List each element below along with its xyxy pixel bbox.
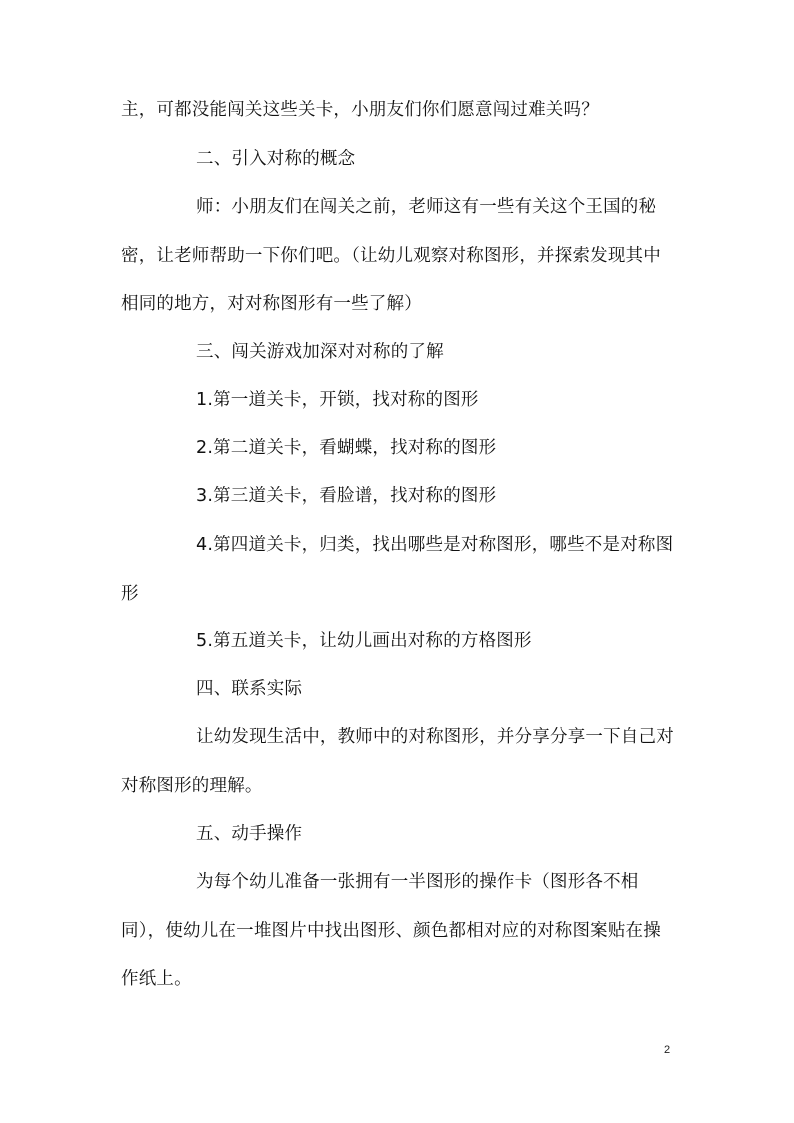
level-item-5: 5.第五道关卡，让幼儿画出对称的方格图形 (196, 631, 532, 651)
section-heading-4: 四、联系实际 (196, 679, 303, 699)
level-item-3: 3.第三道关卡，看脸谱，找对称的图形 (196, 486, 497, 506)
paragraph-real-life: 让幼发现生活中，教师中的对称图形，并分享分享一下自己对对称图形的理解。 (121, 727, 674, 796)
page-number: 2 (664, 1044, 671, 1056)
paragraph-teacher-intro: 师：小朋友们在闯关之前，老师这有一些有关这个王国的秘密，让老师帮助一下你们吧。（让幼儿观察对称图形，并探索发现其中相同的地方，对对称图形有一些了解） (121, 197, 661, 314)
level-item-4: 4.第四道关卡，归类，找出哪些是对称图形，哪些不是对称图形 (121, 535, 674, 604)
section-heading-5: 五、动手操作 (196, 824, 303, 844)
section-heading-3: 三、闯关游戏加深对对称的了解 (196, 342, 444, 362)
level-item-1: 1.第一道关卡，开锁，找对称的图形 (196, 390, 479, 410)
section-heading-2: 二、引入对称的概念 (196, 149, 356, 169)
paragraph-intro-continuation: 主，可都没能闯关这些关卡，小朋友们你们愿意闯过难关吗？ (121, 100, 599, 120)
paragraph-hands-on: 为每个幼儿准备一张拥有一半图形的操作卡（图形各不相同），使幼儿在一堆图片中找出图形、颜色都相对应的对称图案贴在操作纸上。 (121, 872, 661, 989)
level-item-2: 2.第二道关卡，看蝴蝶，找对称的图形 (196, 438, 497, 458)
